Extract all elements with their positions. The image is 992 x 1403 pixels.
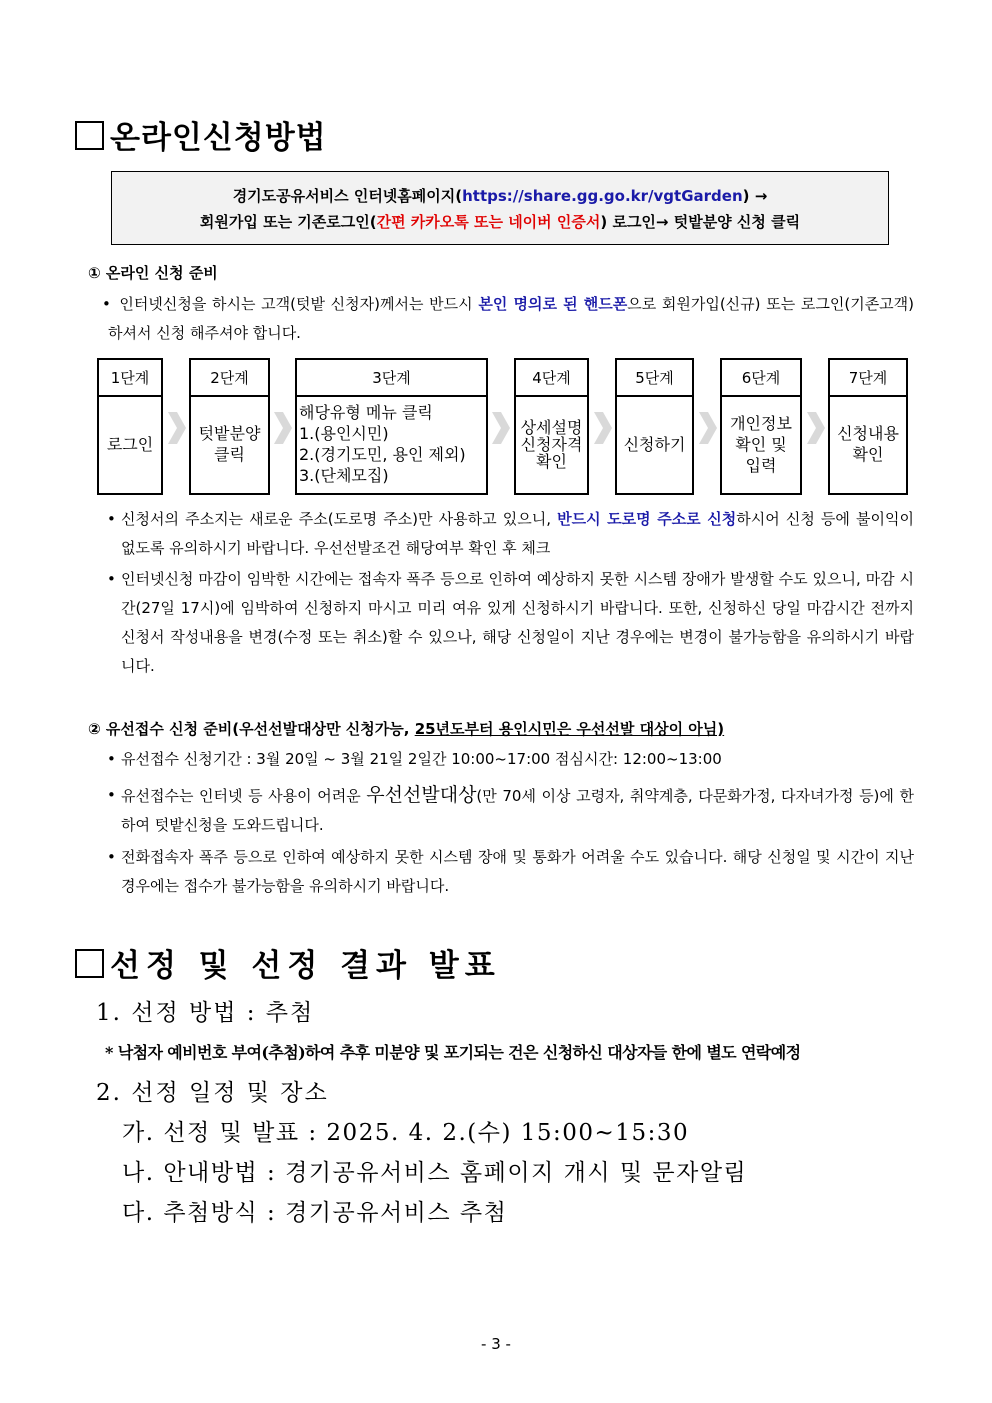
bullet-phone: • 인터넷신청을 하시는 고객(텃밭 신청자)께서는 반드시 본인 명의로 된 핸드폰으로 회원가입(신규) 또는 로그인(기존고객) 하셔서 신청 해주셔야 합니다. [102,295,915,342]
step-5: 5단계 신청하기 [615,358,694,495]
checkbox-square-icon [75,121,104,150]
chevron-right-icon [490,410,512,446]
bullet-deadline: • 인터넷신청 마감이 임박한 시간에는 접속자 폭주 등으로 인하여 예상하지 못한 시스템 장애가 발생할 수도 있으니, 마감 시간(27일 17시)에 임박하여 신청하지 마시고 미리 여유 있게 신청하시기 바랍니다. 또한, 신청하신 당일 마감시간 전까지 신청서 작성내용을 변경(수정 또는 취소)할 수 있으나, 해당 신청일이 지난 경우에는 변경이 불가능함을 유의하시기 바랍니다. [107,570,914,675]
step-6: 6단계 개인정보 확인 및 입력 [720,358,802,495]
step-1: 1단계 로그인 [97,358,163,495]
chevron-right-icon [805,410,827,446]
chevron-right-icon [592,410,614,446]
notice-box [111,171,889,245]
bullet-priority: • 유선접수는 인터넷 등 사용이 어려운 우선선발대상(만 70세 이상 고령자, 취약계층, 다문화가정, 다자녀가정 등)에 한하여 텃밭신청을 도와드립니다. [107,784,914,834]
notice-line-1: 경기도공유서비스 인터넷홈페이지(https://share.gg.go.kr/vgtGarden) → [232,187,768,205]
selection-method: 1. 선정 방법 : 추첨 [96,1000,315,1026]
step-4: 4단계 상세설명 신청자격 확인 [514,358,589,495]
chevron-right-icon [697,410,719,446]
subsection-phone-prep: ② 유선접수 신청 준비(우선선발대상만 신청가능, 25년도부터 용인시민은 우선선발 대상이 아님) [88,720,725,738]
step-1-body: 로그인 [106,434,154,454]
bullet-phone-overload: • 전화접속자 폭주 등으로 인하여 예상하지 못한 시스템 장애 및 통화가 어려울 수도 있습니다. 해당 신청일 및 시간이 지난경우에는 접수가 불가능함을 유의하시기 바랍니다. [107,848,914,895]
section-title-selection: 선정 및 선정 결과 발표 [75,940,501,985]
selection-announcement: 가. 선정 및 발표 : 2025. 4. 2.(수) 15:00~15:30 [122,1120,690,1146]
subsection-online-prep: ① 온라인 신청 준비 [88,264,218,282]
selection-draw-method: 다. 추첨방식 : 경기공유서비스 추첨 [122,1200,508,1226]
selection-guide-method: 나. 안내방법 : 경기공유서비스 홈페이지 개시 및 문자알림 [122,1160,748,1186]
selection-note: * 낙첨자 예비번호 부여(추첨)하여 추후 미분양 및 포기되는 건은 신청하신 대상자들 한에 별도 연락예정 [105,1043,801,1062]
step-7: 7단계 신청내용 확인 [828,358,908,495]
chevron-right-icon [272,410,294,446]
bullet-address: • 신청서의 주소지는 새로운 주소(도로명 주소)만 사용하고 있으니, 반드시 도로명 주소로 신청하시어 신청 등에 불이익이 없도록 유의하시기 바랍니다. 우선선발조건 해당여부 확인 후 체크 [107,510,915,557]
chevron-right-icon [166,410,188,446]
notice-line-2: 회원가입 또는 기존로그인(간편 카카오톡 또는 네이버 인증서) 로그인→ 텃밭분양 신청 클릭 [199,213,801,231]
step-2: 2단계 텃밭분양 클릭 [189,358,270,495]
homepage-url[interactable]: https://share.gg.go.kr/vgtGarden [462,187,743,205]
bullet-phone-period: • 유선접수 신청기간 : 3월 20일 ~ 3월 21일 2일간 10:00~17:00 점심시간: 12:00~13:00 [107,750,722,768]
page-number: - 3 - [481,1335,511,1353]
checkbox-square-icon [75,949,104,978]
section-title-online: 온라인신청방법 [75,112,327,157]
step-3: 3단계 해당유형 메뉴 클릭 1.(용인시민) 2.(경기도민, 용인 제외) 3.(단체모집) [295,358,488,495]
selection-schedule: 2. 선정 일정 및 장소 [96,1080,329,1106]
